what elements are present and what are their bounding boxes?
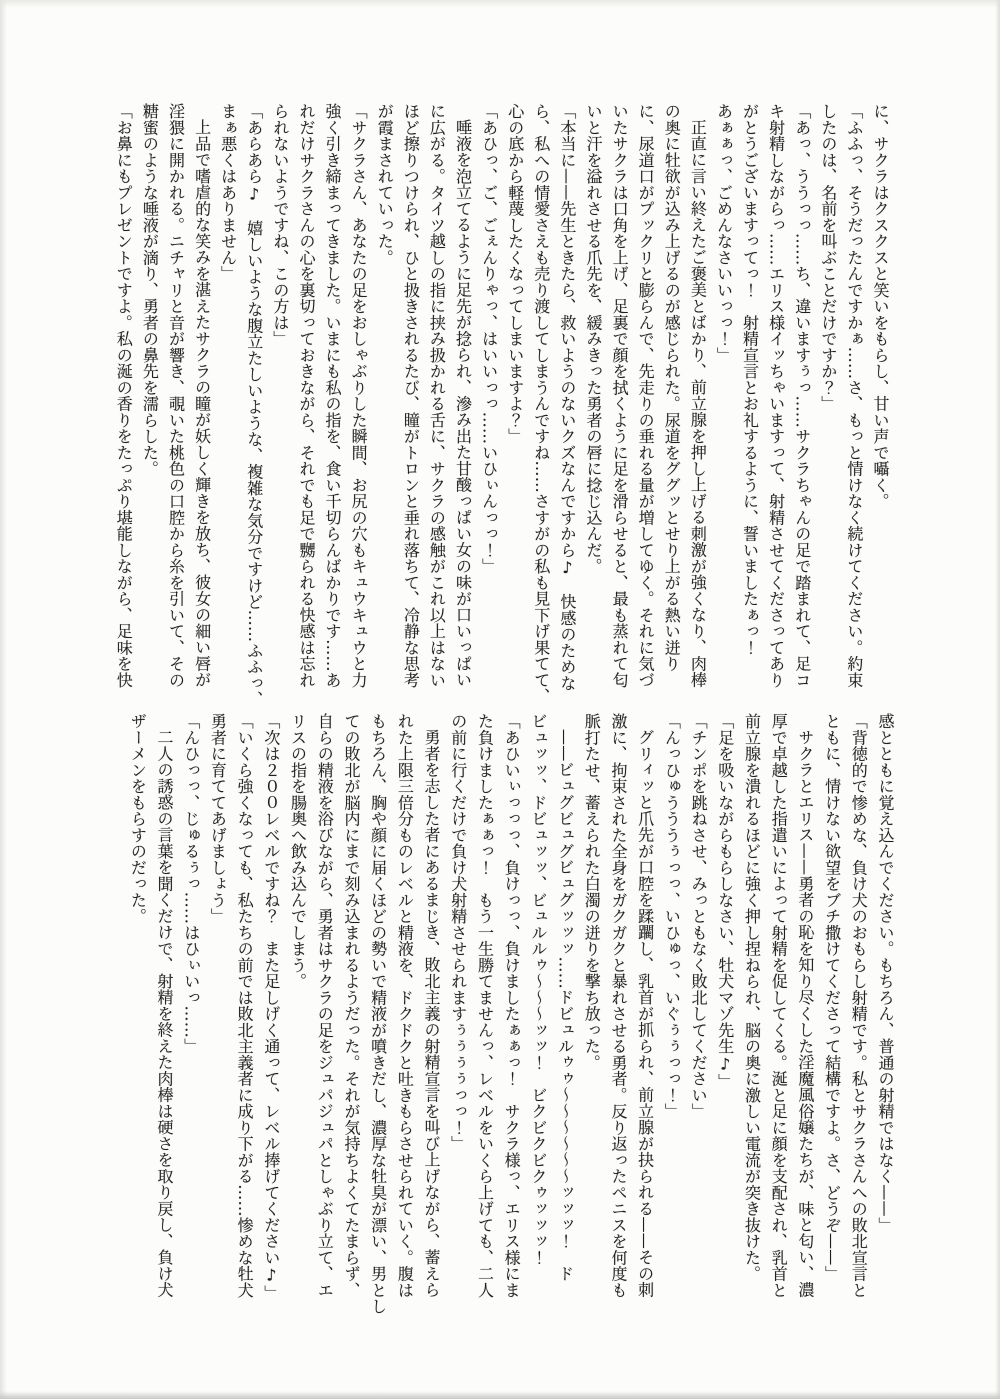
text-column: グリィッと爪先が口腔を蹂躙し、乳首が抓られ、前立腺が抉られる——その刺: [635, 729, 655, 1299]
text-column: ビュッッ、ドビュッッ、ビュルルゥ〜〜〜ッッ！ ビクビクビクゥッッッ！: [528, 713, 548, 1266]
text-column: 「お鼻にもプレゼントですよ。私の涎の香りをたっぷり堪能しながら、足味を快: [114, 103, 134, 688]
text-column: が霞まされていった。: [375, 103, 395, 266]
text-column: 「あひっ、ご、ごぇんりゃっ、はいいっっ……いひぃんっっ！」: [479, 103, 499, 575]
text-block-page-top: [110, 103, 893, 708]
text-column: に、尿道口がプックリと膨らんで、先走りの垂れる量が増してゆく。それに気づ: [636, 103, 656, 688]
text-block-page-bottom: [124, 713, 898, 1313]
text-column: いと汗を溢れさせる爪先を、緩みきった勇者の唇に捻じ込んだ。: [583, 103, 603, 575]
text-column: 前立腺を潰れるほどに強く押し捏ねられ、脳の奥に激しい電流が突き抜けた。: [742, 713, 762, 1282]
text-column: ——ビュグビュグビュグッッッ……ドビュルゥゥ〜〜〜〜〜〜ッッッ！ ド: [555, 729, 575, 1282]
text-column: ら、私への情愛さえも売り渡してしまうんですね……さすがの私も見下げ果てて、: [531, 103, 551, 705]
text-column: 「あっ、ううっっ……ち、違いますぅっ……サクラちゃんの足で踏まれて、足コ: [792, 103, 812, 688]
text-column: 勇者を志した者にあるまじき、敗北主義の射精宣言を叫び上げながら、蓄えら: [422, 729, 442, 1299]
text-column: 「んっひゅうううぅっっ、いひゅっ、いぐぅぅっっ！」: [662, 713, 682, 1120]
text-column: 勇者に育ててあげましょう」: [208, 713, 228, 925]
text-column: 「次は２００レベルですね？ また足しげく通って、レベル捧げてください♪」: [261, 713, 281, 1301]
text-column: に、サクラはクスクスと笑いをもらし、甘い声で囁く。: [871, 103, 890, 510]
text-column: ての敗北が脳内にまで刻み込まれるようだった。それが気持ちよくてたまらず、: [341, 713, 361, 1298]
text-column: の奥に牡欲が込み上げるのが感じられた。尿道をググッとせり上がる熱い迸り: [662, 103, 682, 672]
text-column: 「んひっっ、じゅるぅっ……はひぃいっ……」: [181, 713, 201, 1055]
text-column: 「サクラさん、あなたの足をおしゃぶりした瞬間、お尻の穴もキュウキュウと力: [349, 103, 369, 688]
text-column: リスの指を腸奥へ飲み込んでしまう。: [288, 713, 308, 990]
text-column: た負けましたぁぁっ！ もう一生勝てませんっ、レベルをいくら上げても、二人: [475, 713, 495, 1298]
text-column: ほど擦りつけられ、ひと扱きされるたび、瞳がトロンと垂れ落ちて、冷静な思考: [401, 103, 421, 688]
text-column: 自らの精液を浴びながら、勇者はサクラの足をジュパジュパとしゃぶり立て、エ: [315, 713, 335, 1298]
text-column: キ射精しながらっ……エリス様イッちゃいますって、射精させてくださってあり: [766, 103, 786, 688]
text-column: まぁ悪くはありません」: [218, 103, 238, 282]
text-column: 「チンポを跳ねさせ、みっともなく敗北してください」: [689, 713, 709, 1120]
text-column: あぁぁっ、ごめんなさいいっっ！」: [714, 103, 734, 363]
text-column: サクラとエリス——勇者の恥を知り尽くした淫魔風俗嬢たちが、味と匂い、濃: [795, 729, 815, 1299]
text-column: がとうございますってっ！ 射精宣言とお礼するように、誓いましたぁっ！: [740, 103, 760, 656]
text-column: いたサクラは口角を上げ、足裏で顔を拭くように足を滑らせると、最も蒸れて匂: [610, 103, 630, 688]
scan-edge-top: [0, 0, 1000, 8]
text-column: 「あひいぃっっっ、負けっっ、負けましたぁぁっ！ サクラ様っ、エリス様にま: [502, 713, 522, 1298]
text-column: ザーメンをもらすのだった。: [128, 713, 148, 925]
text-column: に広がる。タイツ越しの指に挟み扱かれる舌に、サクラの感触がこれ以上はない: [427, 103, 447, 688]
text-column: 唾液を泡立てるように足先が捻られ、滲み出た甘酸っぱい女の味が口いっぱい: [453, 119, 473, 689]
scan-edge-left: [0, 0, 7, 1399]
text-column: 二人の誘惑の言葉を聞くだけで、射精を終えた肉棒は硬さを取り戻し、負け犬: [155, 729, 175, 1299]
scan-edge-bottom: [0, 1391, 1000, 1399]
text-column: 「足を吸いながらもらしなさい、牡犬マゾ先生♪」: [715, 713, 735, 1090]
text-column: られないようですね、この方は」: [270, 103, 290, 347]
text-column: 淫猥に開かれる。ニチャリと音が響き、覗いた桃色の口腔から糸を引いて、その: [166, 103, 186, 688]
text-column: したのは、名前を叫ぶことだけですか？」: [818, 103, 838, 412]
text-column: ともに、情けない欲望をブチ撒けてくださって結構ですよ。さ、どうぞ——」: [822, 713, 842, 1282]
text-column: 感とともに覚え込んでください。もちろん、普通の射精ではなく——」: [876, 713, 895, 1233]
text-column: 強く引き締まってきました。いまにも私の指を、食い千切らんばかりです……あ: [323, 103, 343, 688]
text-column: 心の底から軽蔑したくなってしまいますよ？」: [505, 103, 525, 445]
scan-edge-right: [995, 0, 1000, 1399]
text-column: 「本当に——先生ときたら、救いようのないクズなんですから♪ 快感のためな: [557, 103, 577, 691]
text-column: 上品で嗜虐的な笑みを湛えたサクラの瞳が妖しく輝きを放ち、彼女の細い唇が: [192, 119, 212, 689]
text-column: の前に行くだけで負け犬射精させられますぅぅぅぅっっ！」: [448, 713, 468, 1152]
text-column: 正直に言い終えたご褒美とばかり、前立腺を押し上げる刺激が強くなり、肉棒: [688, 119, 708, 689]
text-column: 激に、拘束された全身をガクガクと暴れさせる勇者。反り返ったペニスを何度も: [608, 713, 628, 1298]
text-column: もちろん、胸や顔に届くほどの勢いで精液が噴きだし、濃厚な牡臭が漂い、男とし: [368, 713, 388, 1315]
text-column: 厚で卓越した指遣いによって射精を促してくる。涎と足に顔を支配され、乳首と: [769, 713, 789, 1298]
text-column: 「あらあら♪ 嬉しいような腹立たしいような、複雑な気分ですけど……ふふっ、: [244, 103, 264, 708]
text-column: 脈打たせ、蓄えられた白濁の迸りを撃ち放った。: [582, 713, 602, 1071]
text-column: 「背徳的で惨めな、負け犬のおもらし射精です。私とサクラさんへの敗北宣言と: [849, 713, 869, 1298]
text-column: れた上限三倍分ものレベルと精液を、ドクドクと吐きもらさせられていく。腹は: [395, 713, 415, 1298]
text-column: 「ふふっ、そうだったんですかぁ……さ、もっと情けなく続けてください。約束: [844, 103, 864, 688]
text-column: 「いくら強くなっても、私たちの前では敗北主義者に成り下がる……惨めな牡犬: [235, 713, 255, 1298]
text-column: 糖蜜のような唾液が滴り、勇者の鼻先を濡らした。: [140, 103, 160, 477]
text-column: れだけサクラさんの心を裏切っておきながら、それでも足で嬲られる快感は忘れ: [296, 103, 316, 688]
